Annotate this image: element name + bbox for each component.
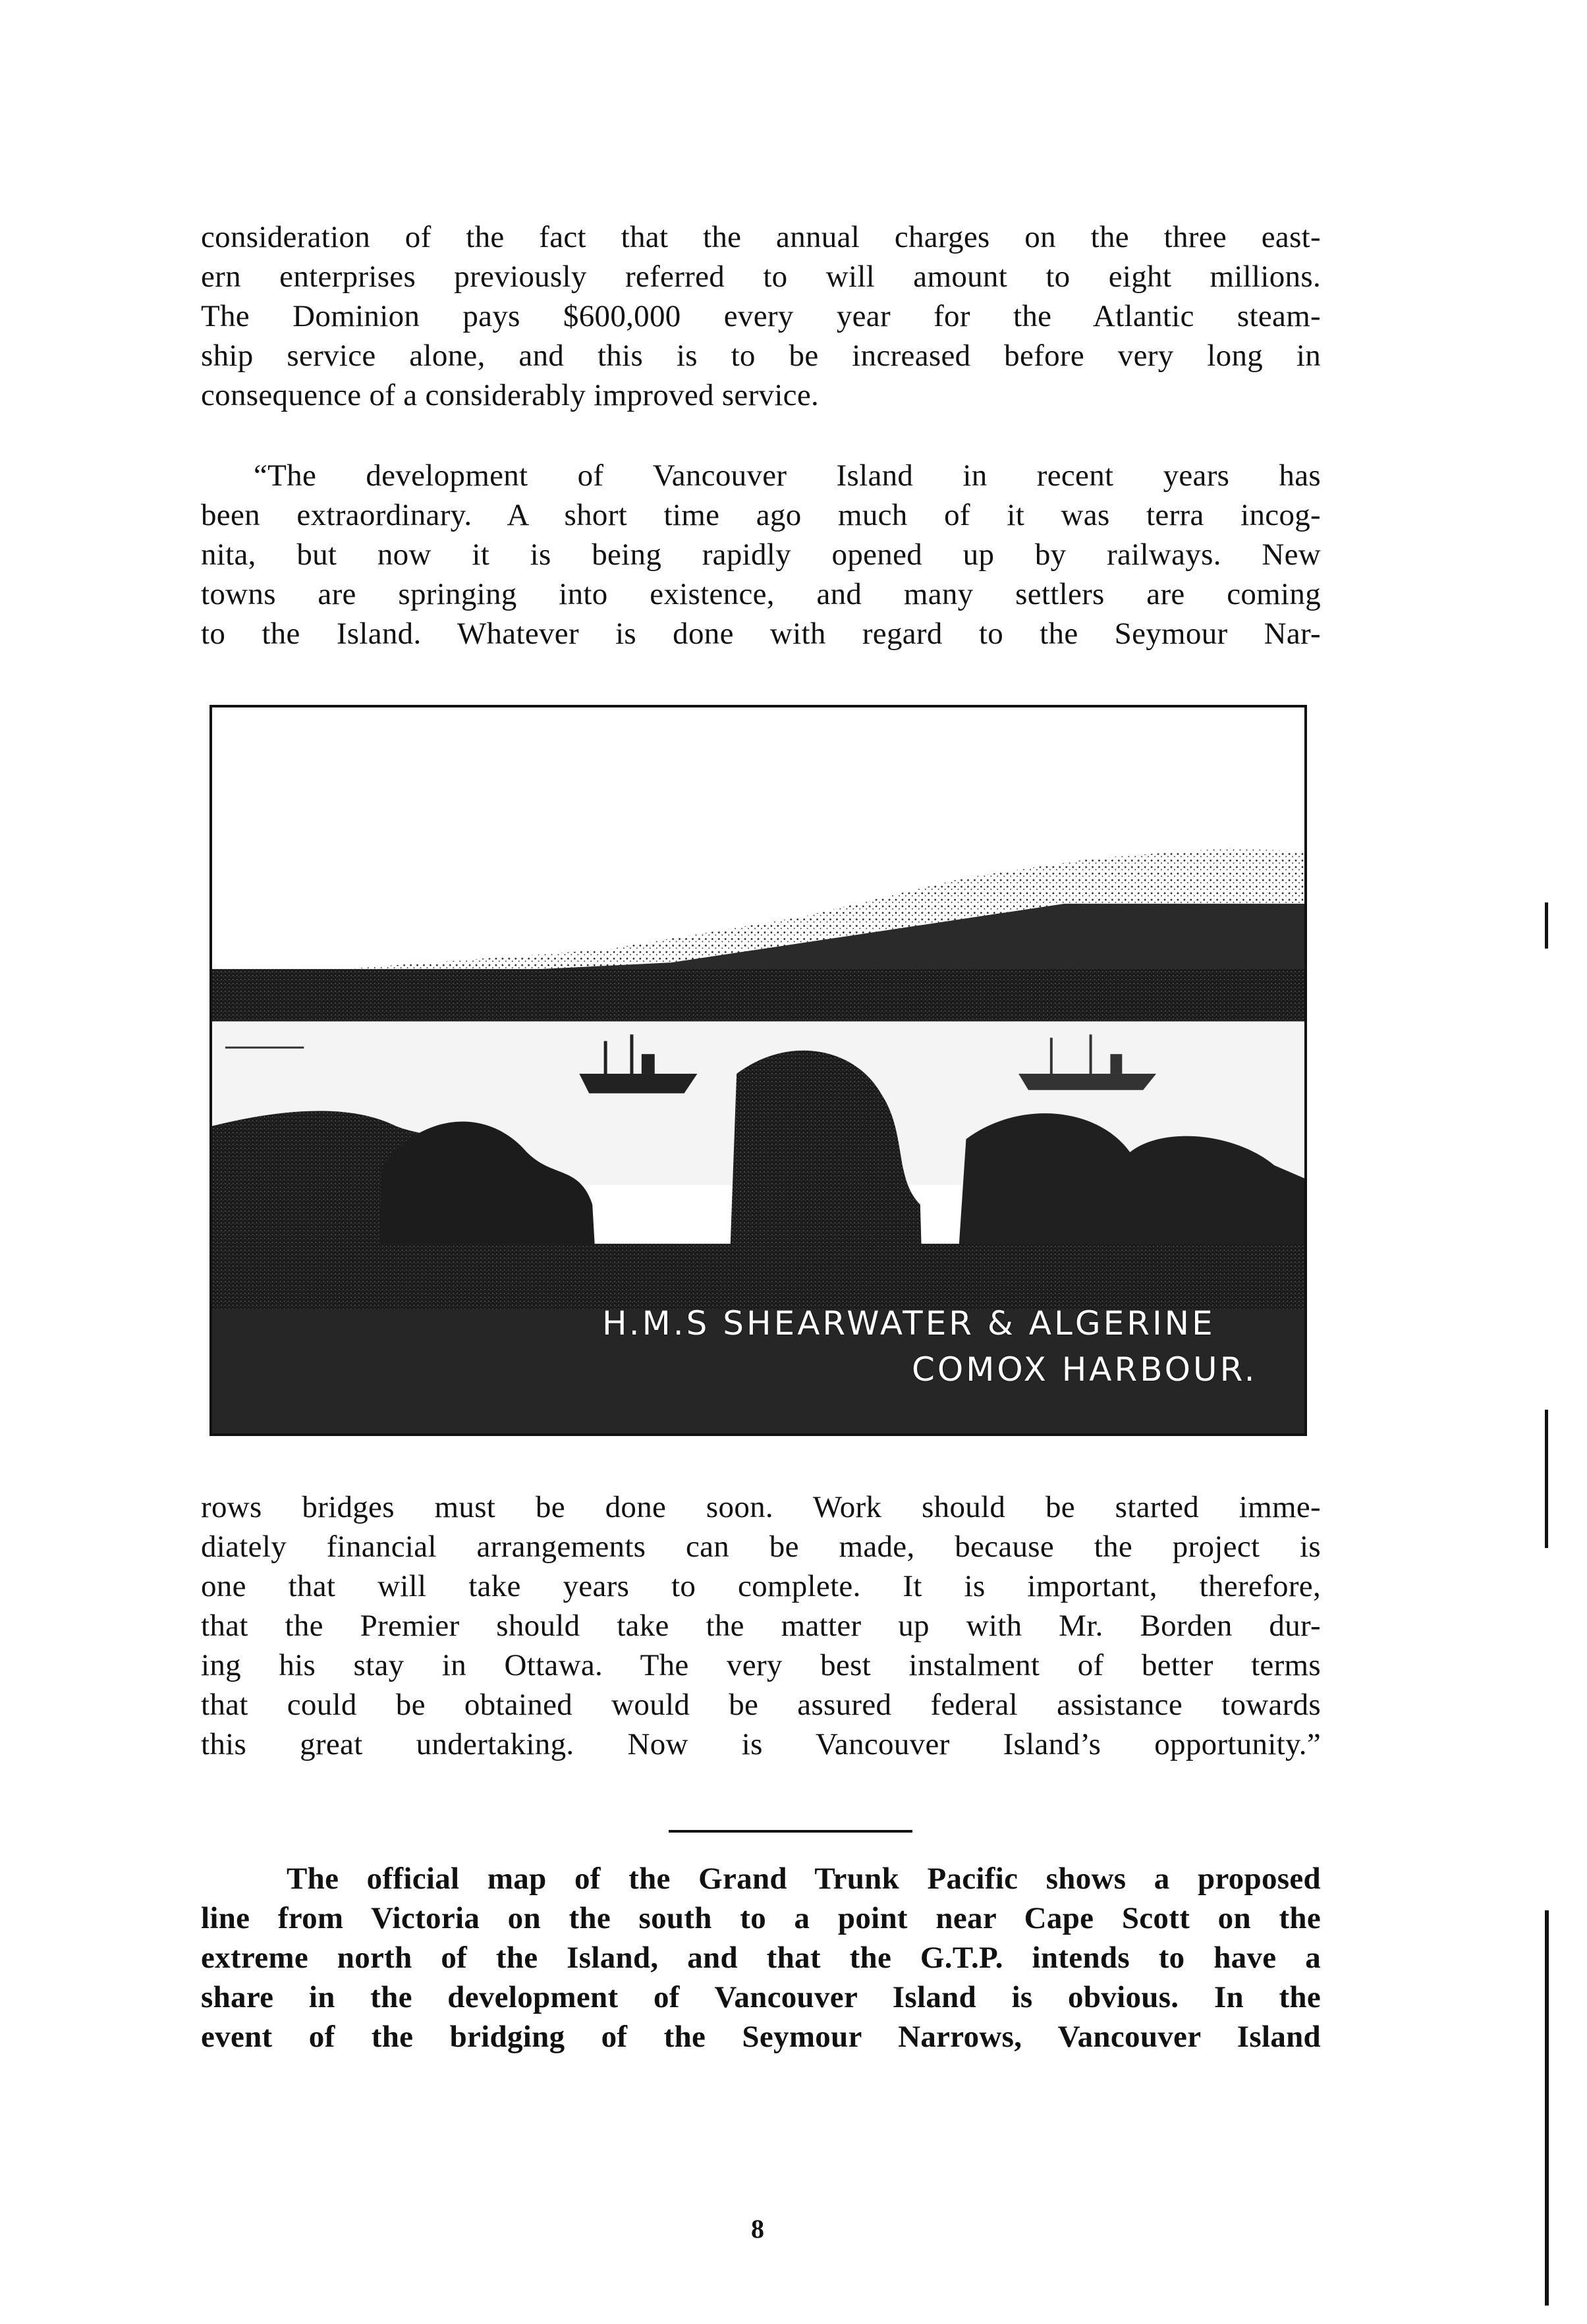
scan-edge-mark	[1545, 902, 1548, 949]
text-line: nita, but now it is being rapidly opened up by railways. New	[201, 538, 1321, 572]
text-line: consequence of a considerably improved service.	[201, 378, 820, 412]
paragraph-2	[201, 456, 1321, 653]
scan-edge-mark	[1545, 1910, 1549, 2306]
photo-caption-line-2: COMOX HARBOUR.	[912, 1350, 1258, 1389]
harbour-photograph	[209, 705, 1307, 1436]
text-line: ship service alone, and this is to be increased before very long in	[201, 339, 1321, 373]
text-line: to the Island. Whatever is done with regard to the Seymour Nar-	[201, 617, 1321, 651]
paragraph-3	[201, 1487, 1321, 1764]
text-line: this great undertaking. Now is Vancouver Island’s opportunity.”	[201, 1727, 1321, 1761]
text-line: rows bridges must be done soon. Work should be started imme-	[201, 1490, 1321, 1524]
paragraph-1	[201, 217, 1321, 415]
text-line: event of the bridging of the Seymour Narrows, Vancouver Island	[201, 2020, 1321, 2054]
text-line: ern enterprises previously referred to will amount to eight millions.	[201, 260, 1321, 294]
photo-caption-line-1: H.M.S SHEARWATER & ALGERINE	[602, 1304, 1215, 1342]
text-line: that could be obtained would be assured federal assistance towards	[201, 1688, 1321, 1722]
text-line: share in the development of Vancouver Island is obvious. In the	[201, 1980, 1321, 2014]
scan-edge-mark	[1545, 1410, 1548, 1548]
paragraph-4	[201, 1859, 1321, 2057]
text-line: ing his stay in Ottawa. The very best instalment of better terms	[201, 1648, 1321, 1682]
text-line: one that will take years to complete. It is important, therefore,	[201, 1569, 1321, 1603]
text-line: “The development of Vancouver Island in recent years has	[254, 458, 1321, 493]
text-line: extreme north of the Island, and that the G.T.P. intends to have a	[201, 1941, 1321, 1975]
text-line: The Dominion pays $600,000 every year for the Atlantic steam-	[201, 299, 1321, 333]
text-line: consideration of the fact that the annual charges on the three east-	[201, 220, 1321, 254]
text-line: line from Victoria on the south to a point near Cape Scott on the	[201, 1901, 1321, 1935]
section-divider	[669, 1830, 912, 1833]
text-line: towns are springing into existence, and many settlers are coming	[201, 577, 1321, 611]
text-line: diately financial arrangements can be made, because the project is	[201, 1530, 1321, 1564]
text-line: The official map of the Grand Trunk Pacific shows a proposed	[287, 1862, 1321, 1896]
text-line: that the Premier should take the matter up with Mr. Borden dur-	[201, 1609, 1321, 1643]
text-line: been extraordinary. A short time ago much of it was terra incog-	[201, 498, 1321, 532]
page-number: 8	[751, 2214, 764, 2244]
